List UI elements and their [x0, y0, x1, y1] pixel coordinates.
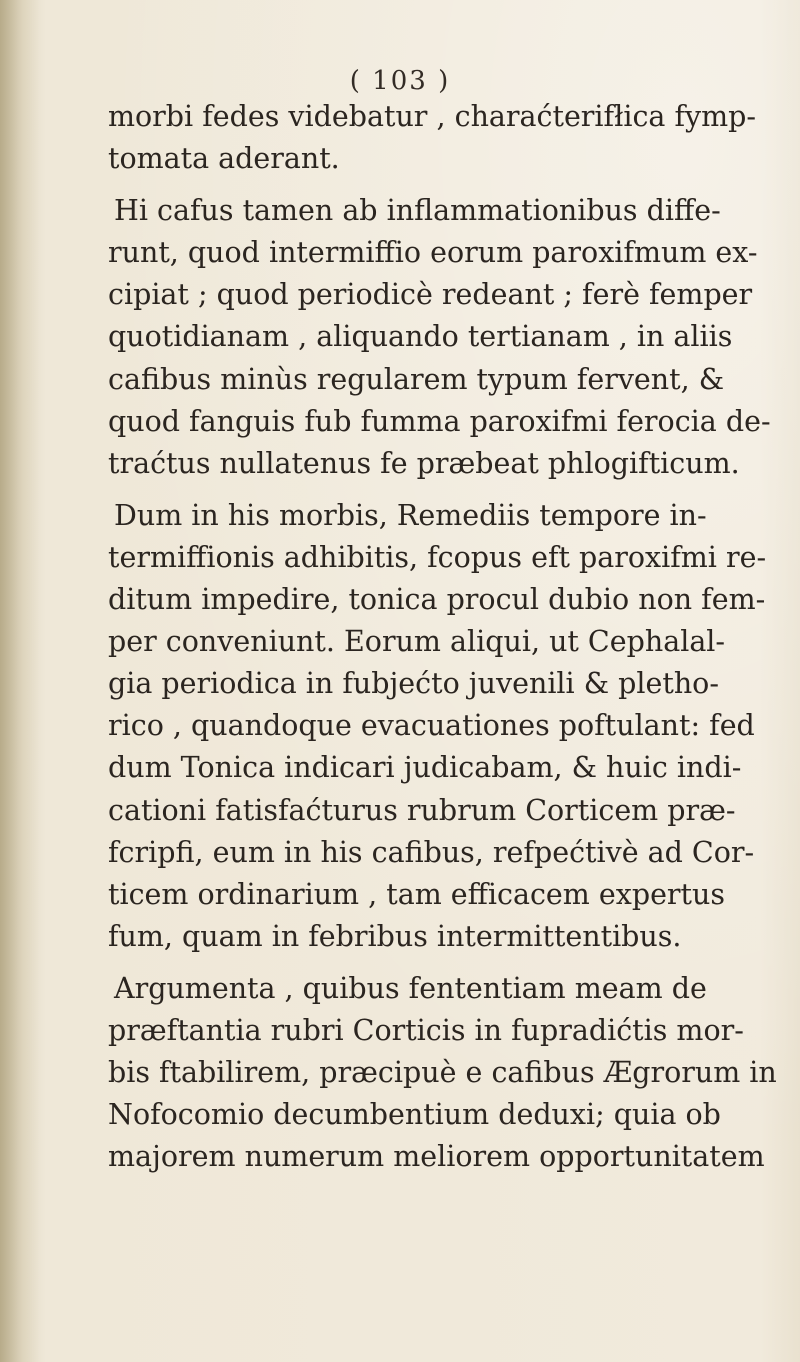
text-line: majorem numerum meliorem opportunitatem [108, 1140, 765, 1174]
text-line: per conveniunt. Eorum aliqui, ut Cephalal- [108, 625, 726, 659]
paragraph-2 [108, 190, 771, 485]
text-line: dum Tonica indicari judicabam, & huic indi- [108, 751, 742, 785]
body-text [108, 96, 777, 1178]
text-line: tomata aderant. [108, 142, 340, 176]
text-line: cafibus minùs regularem typum fervent, & [108, 362, 725, 396]
text-line: Argumenta , quibus fententiam meam de [114, 971, 707, 1005]
text-line: runt, quod intermiffio eorum paroxifmum ex- [108, 236, 758, 270]
text-line: termiffionis adhibitis, fcopus eft paroxifmi re- [108, 540, 767, 574]
text-line: fcripfi, eum in his cafibus, refpećtivè ad Cor- [108, 835, 755, 869]
text-line: Nofocomio decumbentium deduxi; quia ob [108, 1098, 721, 1132]
text-line: fum, quam in febribus intermittentibus. [108, 919, 682, 953]
paragraph-4 [108, 968, 777, 1178]
text-line: gia periodica in fubjećto juvenili & pletho- [108, 667, 719, 701]
gutter-shadow [0, 0, 46, 1362]
text-line: ticem ordinarium , tam efficacem expertus [108, 877, 725, 911]
page-number: ( 103 ) [349, 66, 451, 96]
text-line: bis ftabilirem, præcipuè e cafibus Ægrorum in [108, 1056, 777, 1090]
text-line: ditum impedire, tonica procul dubio non fem- [108, 583, 766, 617]
text-line: morbi fedes videbatur , charaćterifłica fymp- [108, 100, 757, 133]
text-line: Hi cafus tamen ab inflammationibus diffe- [114, 194, 721, 228]
text-line: quod fanguis fub fumma paroxifmi ferocia de- [108, 404, 771, 438]
text-line: quotidianam , aliquando tertianam , in aliis [108, 320, 733, 354]
text-line: præftantia rubri Corticis in fupradićtis mor- [108, 1013, 744, 1047]
text-line: rico , quandoque evacuationes poftulant: fed [108, 709, 755, 743]
text-line: traćtus nullatenus fe præbeat phlogifticum. [108, 446, 740, 480]
paragraph-3 [108, 495, 766, 958]
text-line: cationi fatisfaćturus rubrum Corticem præ- [108, 793, 736, 827]
text-line: Dum in his morbis, Remediis tempore in- [114, 498, 707, 532]
text-line: cipiat ; quod periodicè redeant ; ferè femper [108, 278, 753, 312]
paragraph-1 [108, 96, 766, 180]
